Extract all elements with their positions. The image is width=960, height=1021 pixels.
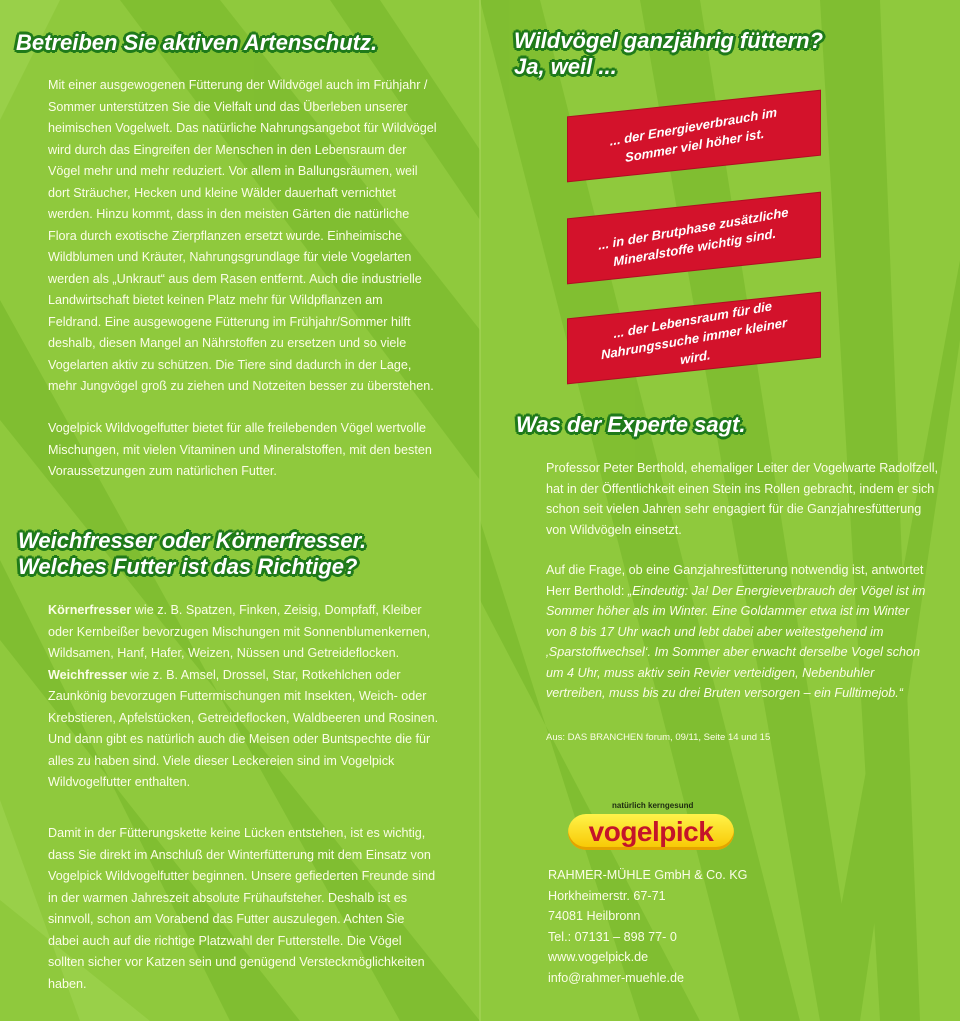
logo-tagline: natürlich kerngesund	[612, 801, 694, 810]
source-citation: Aus: DAS BRANCHEN forum, 09/11, Seite 14 und 15	[546, 732, 771, 743]
paragraph-futterarten	[48, 600, 440, 794]
paragraph-berthold: Professor Peter Berthold, ehemaliger Leiter der Vogelwarte Radolfzell, hat in der Öffentlichkeit einen Stein ins Rollen gebracht, indem er sich schon seit vielen Jahren sehr engagiert für die Ganzjahresfütterung von Wildvögeln einsetzt.	[546, 461, 939, 537]
company-street: Horkheimerstr. 67-71	[548, 888, 666, 903]
heading-artenschutz: Betreiben Sie aktiven Artenschutz.	[16, 30, 378, 55]
reason-banner-2: ... in der Brutphase zusätzliche Mineralstoffe wichtig sind.	[568, 193, 820, 283]
vogelpick-logo: vogelpick	[568, 814, 734, 850]
paragraph-vogelpick-intro: Vogelpick Wildvogelfutter bietet für alle freilebenden Vögel wertvolle Mischungen, mit vielen Vitaminen und Mineralstoffen, mit den besten Voraussetzungen zum natürlichen Futter.	[48, 421, 432, 478]
paragraph-fuetterungskette: Damit in der Fütterungskette keine Lücken entstehen, ist es wichtig, dass Sie direkt im Anschluß der Winterfütterung mit dem Einsatz von Vogelpick Wildvogelfutter beginnen. Unsere gefiederten Freunde sind in der warmen Jahreszeit absolute Frühaufsteher. Deshalb ist es sinnvoll, schon am Vorabend das Futter auszulegen. Achten Sie dabei auch auf die richtige Platzwahl der Futterstelle. Die Vögel sollten sicher vor Katzen sein und genügend Versteckmöglichkeiten haben.	[48, 826, 436, 991]
heading-ganzjaehrig: Wildvögel ganzjährig füttern? Ja, weil ...	[514, 28, 824, 79]
company-address	[548, 865, 747, 988]
company-city: 74081 Heilbronn	[548, 909, 641, 923]
heading-experte: Was der Experte sagt.	[516, 412, 746, 437]
label-koernerfresser: Körnerfresser	[48, 603, 132, 617]
company-name: RAHMER-MÜHLE GmbH & Co. KG	[548, 868, 748, 882]
company-phone: Tel.: 07131 – 898 77- 0	[548, 929, 677, 944]
reason-banner-1: ... der Energieverbrauch im Sommer viel höher ist.	[568, 91, 820, 181]
company-email[interactable]: info@rahmer-muehle.de	[548, 970, 684, 985]
paragraph-artenschutz: Mit einer ausgewogenen Fütterung der Wildvögel auch im Frühjahr / Sommer unterstützen Sie die Vielfalt und das Überleben unserer heimischen Vogelwelt. Das natürliche Nahrungsangebot für Wildvögel wird durch das Eingreifen der Menschen in den Lebensraum der Vögel mehr und mehr reduziert. Vor allem in Ballungsräumen, weil dort Sträucher, Hecken und kleine Wälder dauerhaft vernichtet werden. Hinzu kommt, dass in den meisten Gärten die natürliche Flora durch exotische Zierpflanzen ersetzt wurde. Einheimische Wildblumen und Kräuter, Nahrungsgrundlage für viele Vogelarten werden als „Unkraut“ aus dem Rasen entfernt. Auch die industrielle Landwirtschaft bietet keinen Platz mehr für Wildpflanzen am Feldrand. Eine ausgewogene Fütterung im Frühjahr/Sommer hilft deshalb, diesen Mangel an Nährstoffen zu ersetzen und so viele Vogelarten aktiv zu schützen. Die Tiere sind dadurch in der Lage, mehr Jungvögel groß zu ziehen und Notzeiten besser zu überstehen.	[48, 78, 437, 393]
text-weichfresser: wie z. B. Amsel, Drossel, Star, Rotkehlchen oder Zaunkönig bevorzugen Futtermischungen mit Insekten, Weich- oder Krebstieren, Apfelstücken, Getreideflocken, Waldbeeren und Rosinen. Und dann gibt es natürlich auch die Meisen oder Buntspechte die für alles zu haben sind. Viele dieser Leckereien sind im Vogelpick Wildvogelfutter enthalten.	[48, 667, 439, 789]
quote-intro: Auf die Frage, ob eine Ganzjahresfütterung notwendig ist, antwortet Herr Berthold:	[546, 563, 924, 598]
quote-text: „Eindeutig: Ja! Der Energieverbrauch der Vögel ist im Sommer höher als im Winter. Eine Goldammer etwa ist im Winter von 8 bis 17 Uhr wach und lebt dabei aber weitestgehend im ‚Sparstoffwechsel‘. Im Sommer aber erwacht derselbe Vogel schon um 4 Uhr, muss aktiv sein Revier verteidigen, Nebenbuhler vertreiben, muss bis zu drei Bruten versorgen – ein Fulltimejob.“	[546, 583, 926, 700]
text-koernerfresser: wie z. B. Spatzen, Finken, Zeisig, Dompfaff, Kleiber oder Kernbeißer bevorzugen Mischungen mit Sonnenblumenkernen, Wildsamen, Hanf, Hafer, Weizen, Nüssen und Getreideflocken.	[48, 603, 431, 660]
paragraph-quote	[546, 560, 931, 704]
company-website[interactable]: www.vogelpick.de	[548, 950, 649, 964]
reason-banner-3: ... der Lebensraum für die Nahrungssuche immer kleiner wird.	[568, 293, 820, 383]
label-weichfresser: Weichfresser	[48, 667, 127, 682]
heading-futterwahl: Weichfresser oder Körnerfresser. Welches Futter ist das Richtige?	[18, 528, 367, 579]
